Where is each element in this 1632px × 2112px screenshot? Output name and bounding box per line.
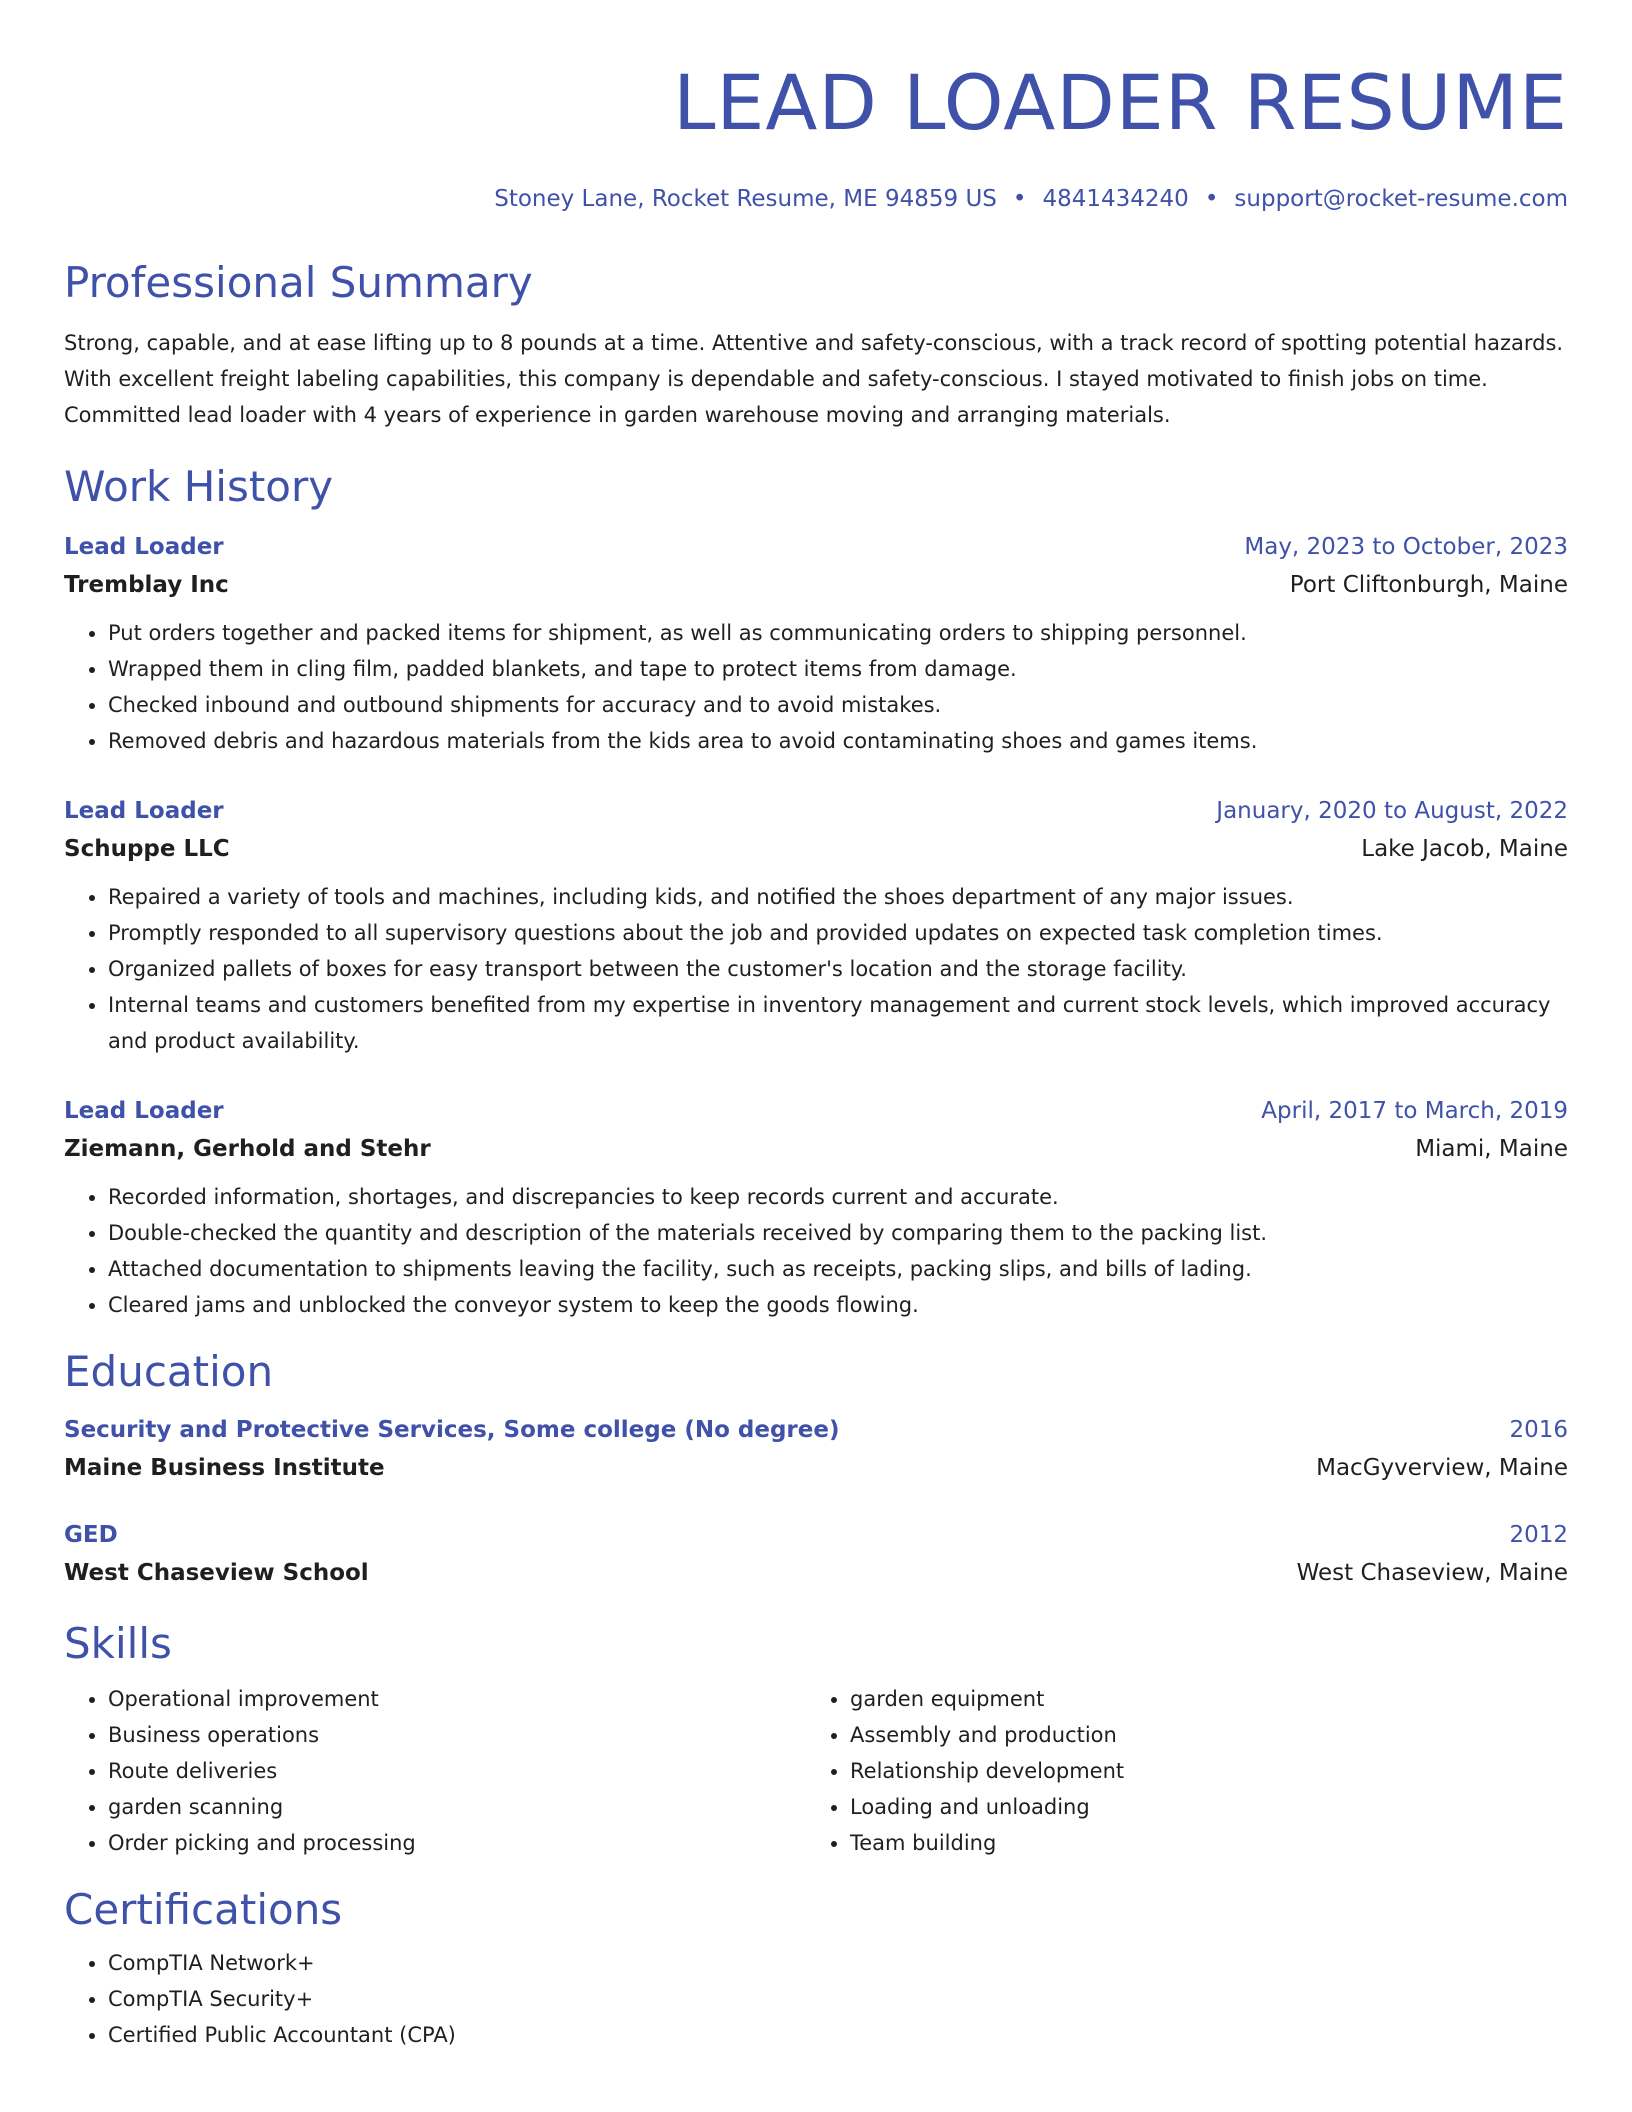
education-header-row [64, 1517, 1568, 1553]
contact-separator: • [1012, 186, 1027, 212]
education-degree: Security and Protective Services, Some college (No degree) [64, 1417, 840, 1443]
education-year: 2016 [1509, 1417, 1568, 1443]
job-header-row [64, 529, 1568, 565]
job-role: Lead Loader [64, 798, 224, 824]
job-bullet: • Removed debris and hazardous materials from the kids area to avoid contaminating shoes and games items. [108, 723, 1568, 759]
contact-separator: • [1204, 186, 1219, 212]
skills-columns [64, 1681, 1568, 1861]
job-bullet: • Promptly responded to all supervisory questions about the job and provided updates on expected task completion times. [108, 915, 1568, 951]
education-entry [64, 1517, 1568, 1593]
job-bullet: • Double-checked the quantity and description of the materials received by comparing them to the packing list. [108, 1215, 1568, 1251]
job-bullet: • Attached documentation to shipments leaving the facility, such as receipts, packing slips, and bills of lading. [108, 1251, 1568, 1287]
certification-item: • CompTIA Network+ [108, 1945, 1568, 1981]
skills-heading: Skills [64, 1619, 172, 1668]
job-entry [64, 529, 1568, 759]
contact-email: support@rocket-resume.com [1234, 186, 1568, 212]
resume-title: LEAD LOADER RESUME [673, 58, 1568, 147]
job-bullets [64, 615, 1568, 759]
job-company: Tremblay Inc [64, 572, 229, 598]
work-history-heading: Work History [64, 462, 334, 511]
certification-item: • Certified Public Accountant (CPA) [108, 2017, 1568, 2053]
job-bullet: • Recorded information, shortages, and discrepancies to keep records current and accurate. [108, 1179, 1568, 1215]
skill-item: • Route deliveries [108, 1753, 806, 1789]
job-company: Ziemann, Gerhold and Stehr [64, 1136, 431, 1162]
education-year: 2012 [1509, 1522, 1568, 1548]
certification-item: • CompTIA Security+ [108, 1981, 1568, 2017]
job-entry [64, 1093, 1568, 1323]
job-company-row [64, 565, 1568, 605]
skill-item: • garden equipment [850, 1681, 1548, 1717]
job-bullets [64, 1179, 1568, 1323]
job-bullet: • Put orders together and packed items for shipment, as well as communicating orders to shipping personnel. [108, 615, 1568, 651]
skill-item: • Order picking and processing [108, 1825, 806, 1861]
education-degree: GED [64, 1522, 118, 1548]
job-company: Schuppe LLC [64, 836, 230, 862]
education-entry [64, 1412, 1568, 1488]
education-school: Maine Business Institute [64, 1455, 385, 1481]
job-role: Lead Loader [64, 534, 224, 560]
contact-line [64, 184, 1568, 214]
job-bullet: • Checked inbound and outbound shipments for accuracy and to avoid mistakes. [108, 687, 1568, 723]
skill-item: • Loading and unloading [850, 1789, 1548, 1825]
job-company-row [64, 1129, 1568, 1169]
job-bullet: • Organized pallets of boxes for easy transport between the customer's location and the storage facility. [108, 951, 1568, 987]
job-location: Port Cliftonburgh, Maine [1289, 572, 1568, 598]
skill-item: • Business operations [108, 1717, 806, 1753]
skills-list-right [806, 1681, 1548, 1861]
contact-address: Stoney Lane, Rocket Resume, ME 94859 US [494, 186, 997, 212]
skill-item: • Operational improvement [108, 1681, 806, 1717]
job-header-row [64, 1093, 1568, 1129]
job-location: Miami, Maine [1415, 1136, 1568, 1162]
job-bullet: • Wrapped them in cling film, padded blankets, and tape to protect items from damage. [108, 651, 1568, 687]
job-location: Lake Jacob, Maine [1361, 836, 1568, 862]
job-bullet: • Cleared jams and unblocked the conveyor system to keep the goods flowing. [108, 1287, 1568, 1323]
job-role: Lead Loader [64, 1098, 224, 1124]
skill-item: • Team building [850, 1825, 1548, 1861]
education-heading: Education [64, 1347, 274, 1396]
job-company-row [64, 829, 1568, 869]
job-dates: April, 2017 to March, 2019 [1261, 1098, 1568, 1124]
job-entry [64, 793, 1568, 1059]
education-school-row [64, 1448, 1568, 1488]
summary-text: Strong, capable, and at ease lifting up to 8 pounds at a time. Attentive and safety-conscious, with a track record of spotting potential hazards. With excellent freight labeling capabilities, this company is dependable and safety-conscious. I stayed motivated to finish jobs on time. Committed lead loader with 4 years of experience in garden warehouse moving and arranging materials. [64, 331, 1564, 427]
education-header-row [64, 1412, 1568, 1448]
job-dates: January, 2020 to August, 2022 [1216, 798, 1568, 824]
skill-item: • garden scanning [108, 1789, 806, 1825]
certifications-heading: Certifications [64, 1885, 343, 1934]
certifications-list [64, 1945, 1568, 2053]
job-bullets [64, 879, 1568, 1059]
skill-item: • Relationship development [850, 1753, 1548, 1789]
job-header-row [64, 793, 1568, 829]
education-school: West Chaseview School [64, 1560, 369, 1586]
skills-list-left [64, 1681, 806, 1861]
education-location: West Chaseview, Maine [1296, 1560, 1568, 1586]
job-dates: May, 2023 to October, 2023 [1244, 534, 1568, 560]
job-bullet: • Repaired a variety of tools and machines, including kids, and notified the shoes department of any major issues. [108, 879, 1568, 915]
education-school-row [64, 1553, 1568, 1593]
job-bullet: • Internal teams and customers benefited from my expertise in inventory management and current stock levels, which improved accuracy and product availability. [108, 987, 1568, 1059]
contact-phone: 4841434240 [1042, 186, 1189, 212]
education-location: MacGyverview, Maine [1316, 1455, 1568, 1481]
summary-heading: Professional Summary [64, 258, 533, 307]
skill-item: • Assembly and production [850, 1717, 1548, 1753]
